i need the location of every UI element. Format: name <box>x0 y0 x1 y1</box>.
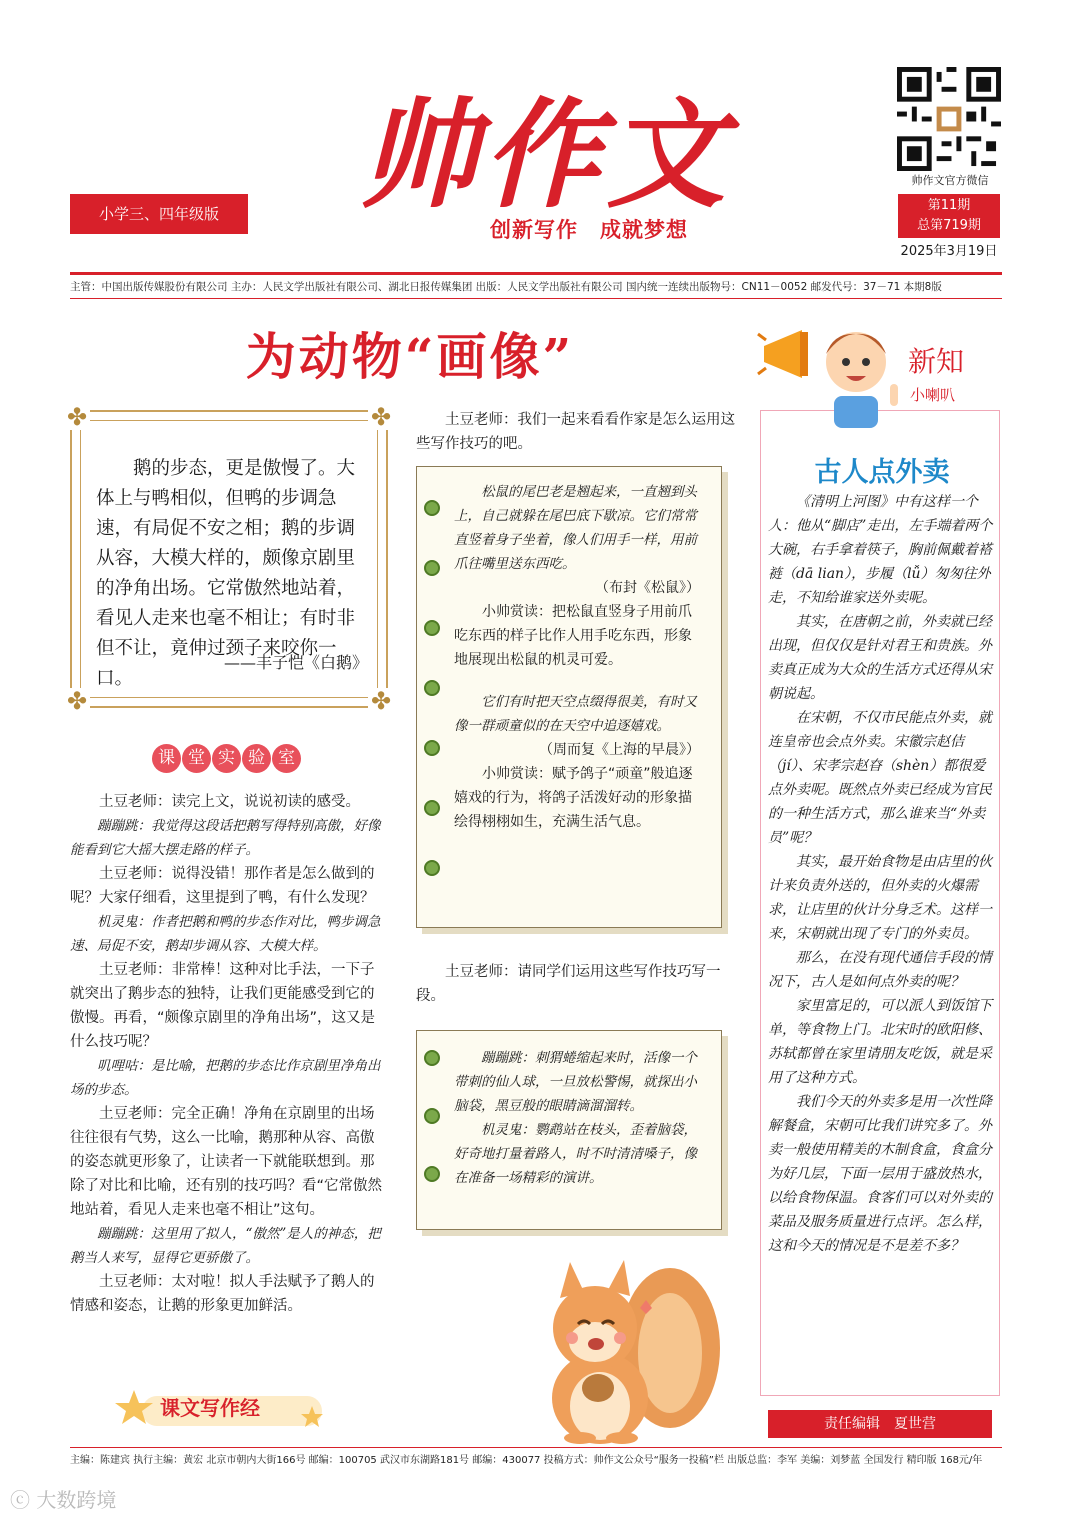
ring-icon <box>424 740 440 756</box>
issue-badge <box>898 194 1000 238</box>
ring-icon <box>424 860 440 876</box>
ornament-icon: ✤ <box>64 404 90 430</box>
middle-intro: 土豆老师：我们一起来看看作家是怎么运用这些写作技巧的吧。 <box>416 412 735 452</box>
appreciation-text: 小帅赏读：把松鼠直竖身子用前爪吃东西的样子比作人用手吃东西，形象地展现出松鼠的机灵可爱。 <box>454 604 692 668</box>
lab-badge-char: 验 <box>242 744 271 773</box>
megaphone-boy-icon <box>756 316 906 428</box>
ornament-icon: ✤ <box>64 688 90 714</box>
excerpt-text: 它们有时把天空点缀得很美，有时又像一群顽童似的在天空中追逐嬉戏。 <box>454 694 697 734</box>
issue-date: 2025年3月19日 <box>900 244 998 259</box>
notebook-text-2 <box>454 1046 704 1190</box>
ring-icon <box>424 1108 440 1124</box>
lab-badge <box>152 744 302 776</box>
lab-badge-char: 实 <box>212 744 241 773</box>
sidebar-title: 古人点外卖 <box>814 457 950 488</box>
student-writing: 蹦蹦跳：刺猬蜷缩起来时，活像一个带刺的仙人球，一旦放松警惕，就探出小脑袋，黑豆般的眼睛滴溜溜转。 <box>454 1050 697 1114</box>
qr-code-icon <box>897 67 1001 171</box>
ring-icon <box>424 500 440 516</box>
excerpt-source: （布封《松鼠》） <box>595 580 700 596</box>
watermark-text: 大数跨境 <box>36 1488 117 1512</box>
ornament-icon: ✤ <box>368 404 394 430</box>
ring-icon <box>424 560 440 576</box>
page-headline: 为动物“画像” <box>245 327 575 386</box>
section-label: 课文写作经 <box>160 1396 260 1420</box>
watermark-logo-icon: ⓒ <box>10 1488 30 1512</box>
ring-icon <box>424 1166 440 1182</box>
lab-badge-char: 堂 <box>182 744 211 773</box>
ring-icon <box>424 680 440 696</box>
excerpt-text: 松鼠的尾巴老是翘起来，一直翘到头上，自己就躲在尾巴底下歇凉。它们常常直竖着身子坐着，像人们用手一样，用前爪往嘴里送东西吃。 <box>454 484 697 572</box>
middle-intro-2: 土豆老师：请同学们运用这些写作技巧写一段。 <box>416 964 721 1004</box>
dialog-line: 机灵鬼：作者把鹅和鸭的步态作对比，鸭步调急速、局促不安，鹅却步调从容、大模大样。 <box>70 914 381 954</box>
squirrel-illustration-icon <box>520 1258 740 1446</box>
dialog-line: 土豆老师：非常棒！这种对比手法，一下子就突出了鹅步态的独特，让我们更能感受到它的傲慢。再看，“颇像京剧里的净角出场”，这又是什么技巧呢？ <box>70 962 376 1050</box>
sidebar-paragraph: 我们今天的外卖多是用一次性降解餐盒，宋朝可比我们讲究多了。外卖一般使用精美的木制食盒，食盒分为好几层，下面一层用于盛放热水，以给食物保温。食客们可以对外卖的菜品及服务质量进行点评。怎么样，这和今天的情况是不是差不多？ <box>768 1094 992 1254</box>
issue-number: 第11期 <box>927 198 971 213</box>
dialog-line: 土豆老师：读完上文，说说初读的感受。 <box>99 794 360 810</box>
ring-icon <box>424 800 440 816</box>
grade-label: 小学三、四年级版 <box>70 194 248 234</box>
lab-badge-char: 室 <box>272 744 301 773</box>
footer-line: 主编：陈建宾 执行主编：黄宏 北京市朝内大街166号 邮编：100705 武汉市东湖路181号 邮编：430077 投稿方式：帅作文公众号“服务一投稿”栏 出版总监：李军 美编：刘梦蓝 全国发行 精印版 168元/年 <box>70 1455 983 1466</box>
slogan: 创新写作 成就梦想 <box>490 218 688 242</box>
sidebar-paragraph: 其实，在唐朝之前，外卖就已经出现，但仅仅是针对君王和贵族。外卖真正成为大众的生活方式还得从宋朝说起。 <box>768 614 992 702</box>
issue-total: 总第719期 <box>917 218 981 233</box>
sidebar-paragraph: 那么，在没有现代通信手段的情况下，古人是如何点外卖的呢？ <box>768 950 992 990</box>
appreciation-text: 小帅赏读：赋予鸽子“顽童”般追逐嬉戏的行为，将鸽子活泼好动的形象描绘得栩栩如生，充满生活气息。 <box>454 766 693 830</box>
watermark <box>10 1484 160 1512</box>
qr-caption: 帅作文官方微信 <box>911 174 989 187</box>
dialog-line: 蹦蹦跳：我觉得这段话把鹅写得特别高傲，好像能看到它大摇大摆走路的样子。 <box>70 818 381 858</box>
lab-dialog <box>70 790 386 1318</box>
sidebar-paragraph: 其实，最开始食物是由店里的伙计来负责外送的，但外卖的火爆需求，让店里的伙计分身乏术。这样一来，宋朝就出现了专门的外卖员。 <box>768 854 992 942</box>
ring-icon <box>424 620 440 636</box>
dialog-line: 土豆老师：说得没错！那作者是怎么做到的呢？大家仔细看，这里提到了鸭，有什么发现？ <box>70 866 375 906</box>
lab-badge-char: 课 <box>152 744 181 773</box>
sidebar-text <box>768 490 994 1258</box>
quote-text: 鹅的步态，更是傲慢了。大体上与鸭相似，但鸭的步调急速，有局促不安之相；鹅的步调从容，大模大样的，颇像京剧里的净角出场。它常傲然地站着，看见人走来也毫不相让；有时非但不让，竟伸过颈子来咬你一口。 <box>96 458 356 689</box>
quote-source: ——丰子恺《白鹅》 <box>223 653 368 672</box>
sidebar-paragraph: 家里富足的，可以派人到饭馆下单，等食物上门。北宋时的欧阳修、苏轼都曾在家里请朋友吃饭，就是采用了这种方式。 <box>768 998 992 1086</box>
footer-divider <box>70 1447 1002 1448</box>
sidebar-paragraph: 在宋朝，不仅市民能点外卖，就连皇帝也会点外卖。宋徽宗赵佶（jí）、宋孝宗赵昚（shèn）都很爱点外卖呢。既然点外卖已经成为官民的一种生活方式，那么谁来当“外卖员”呢？ <box>768 710 992 846</box>
tag-small: 小喇叭 <box>910 386 956 404</box>
dialog-line: 叽哩咕：是比喻，把鹅的步态比作京剧里净角出场的步态。 <box>70 1058 381 1098</box>
student-writing: 机灵鬼：鹦鹉站在枝头，歪着脑袋，好奇地打量着路人，时不时清清嗓子，像在准备一场精彩的演讲。 <box>454 1122 697 1186</box>
sidebar-paragraph: 《清明上河图》中有这样一个人：他从“脚店”走出，左手端着两个大碗，右手拿着筷子，胸前佩戴着褡裢（dā lian），步履（lǚ）匆匆往外走，不知给谁家送外卖呢。 <box>768 494 993 606</box>
publisher-line: 主管：中国出版传媒股份有限公司 主办：人民文学出版社有限公司、湖北日报传媒集团 出版：人民文学出版社有限公司 国内统一连续出版物号：CN11－0052 邮发代号：37－71 本期8版 <box>70 281 942 293</box>
ornament-icon: ✤ <box>368 688 394 714</box>
top-divider <box>70 272 1002 275</box>
editor-credit: 责任编辑 夏世营 <box>768 1410 992 1438</box>
publisher-divider <box>70 298 1002 299</box>
dialog-line: 土豆老师：完全正确！净角在京剧里的出场往往很有气势，这么一比喻，鹅那种从容、高傲的姿态就更形象了，让读者一下就能联想到。那除了对比和比喻，还有别的技巧吗？看“它常傲然地站着，看见人走来也毫不相让”这句。 <box>70 1106 383 1218</box>
masthead-title: 帅作文 <box>358 85 731 224</box>
excerpt-source: （周而复《上海的早晨》） <box>539 742 700 758</box>
dialog-line: 蹦蹦跳：这里用了拟人，“傲然”是人的神态，把鹅当人来写，显得它更骄傲了。 <box>70 1226 381 1266</box>
ring-icon <box>424 1050 440 1066</box>
tag-big: 新知 <box>908 345 965 378</box>
notebook-text-1 <box>454 480 700 834</box>
dialog-line: 土豆老师：太对啦！拟人手法赋予了鹅人的情感和姿态，让鹅的形象更加鲜活。 <box>70 1274 375 1314</box>
